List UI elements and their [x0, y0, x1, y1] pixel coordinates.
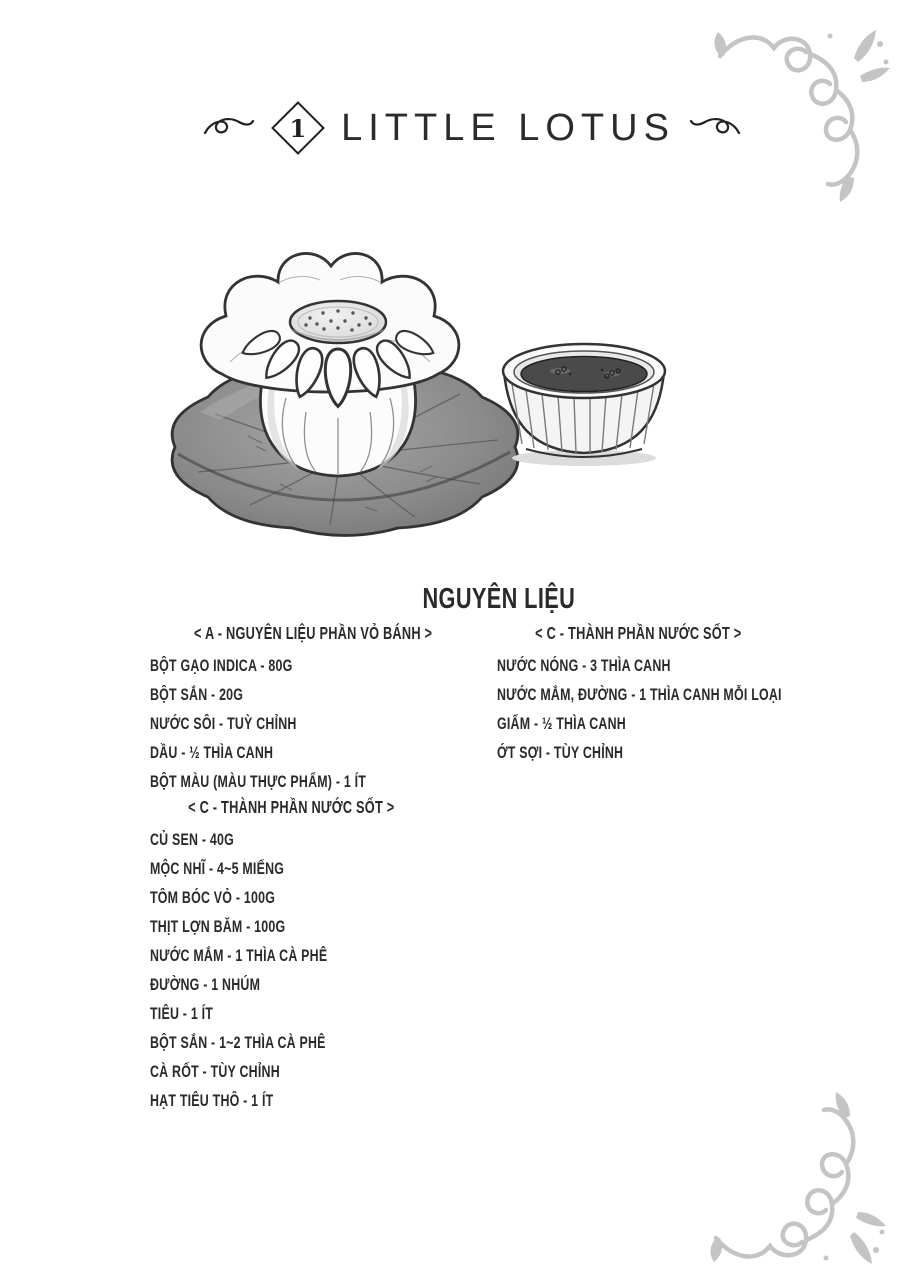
- lotus-dumpling-illustration: [160, 222, 760, 552]
- section-filling-list: [150, 825, 430, 1115]
- section-sauce-header: < C - THÀNH PHẦN NƯỚC SỐT >: [535, 623, 742, 643]
- section-sauce: [497, 622, 782, 767]
- title-swash-right-icon: [689, 113, 741, 143]
- corner-flourish-icon: [706, 1092, 886, 1272]
- chapter-title-row: [22, 98, 900, 158]
- page-title: LITTLE LOTUS: [341, 106, 675, 149]
- title-swash-left-icon: [203, 113, 255, 143]
- ingredient-item: THỊT LỢN BĂM - 100G: [150, 917, 286, 936]
- section-sauce-list: [497, 651, 782, 767]
- ingredient-item: BỘT SẮN - 1~2 THÌA CÀ PHÊ: [150, 1033, 326, 1052]
- ingredient-item: NƯỚC MẮM, ĐƯỜNG - 1 THÌA CANH MỖI LOẠI: [497, 685, 782, 704]
- section-filling: [150, 796, 430, 1115]
- ingredient-item: NƯỚC NÓNG - 3 THÌA CANH: [497, 656, 671, 675]
- chapter-number-diamond: [271, 101, 325, 155]
- ingredient-item: ĐƯỜNG - 1 NHÚM: [150, 975, 261, 994]
- ingredient-item: CỦ SEN - 40G: [150, 830, 235, 849]
- section-shell: [150, 622, 450, 796]
- ingredient-item: HẠT TIÊU THÔ - 1 ÍT: [150, 1091, 274, 1110]
- ingredient-item: TIÊU - 1 ÍT: [150, 1004, 214, 1023]
- ingredient-item: MỘC NHĨ - 4~5 MIẾNG: [150, 859, 285, 878]
- ingredient-item: BỘT GẠO INDICA - 80G: [150, 656, 293, 675]
- ingredient-item: TÔM BÓC VỎ - 100G: [150, 888, 276, 907]
- chapter-number: 1: [289, 113, 307, 143]
- section-filling-header: < C - THÀNH PHẦN NƯỚC SỐT >: [188, 797, 395, 817]
- ingredient-item: BỘT SẮN - 20G: [150, 685, 244, 704]
- section-shell-header: < A - NGUYÊN LIỆU PHẦN VỎ BÁNH >: [194, 623, 433, 643]
- ingredient-item: DẦU - ½ THÌA CANH: [150, 743, 274, 762]
- section-shell-list: [150, 651, 450, 796]
- ingredients-heading: [397, 583, 597, 616]
- dipping-sauce: [521, 357, 647, 392]
- ingredient-item: BỘT MÀU (MÀU THỰC PHẨM) - 1 ÍT: [150, 772, 367, 791]
- seed-pod: [290, 301, 386, 343]
- ingredient-item: GIẤM - ½ THÌA CANH: [497, 714, 626, 733]
- ingredient-item: NƯỚC MẮM - 1 THÌA CÀ PHÊ: [150, 946, 328, 965]
- ingredient-item: ỚT SỢI - TÙY CHỈNH: [497, 743, 624, 762]
- ingredient-item: CÀ RỐT - TÙY CHỈNH: [150, 1062, 280, 1081]
- ingredient-item: NƯỚC SÔI - TUỲ CHỈNH: [150, 714, 297, 733]
- sauce-cup: [503, 344, 665, 466]
- ingredients-heading-label: NGUYÊN LIỆU: [422, 583, 576, 615]
